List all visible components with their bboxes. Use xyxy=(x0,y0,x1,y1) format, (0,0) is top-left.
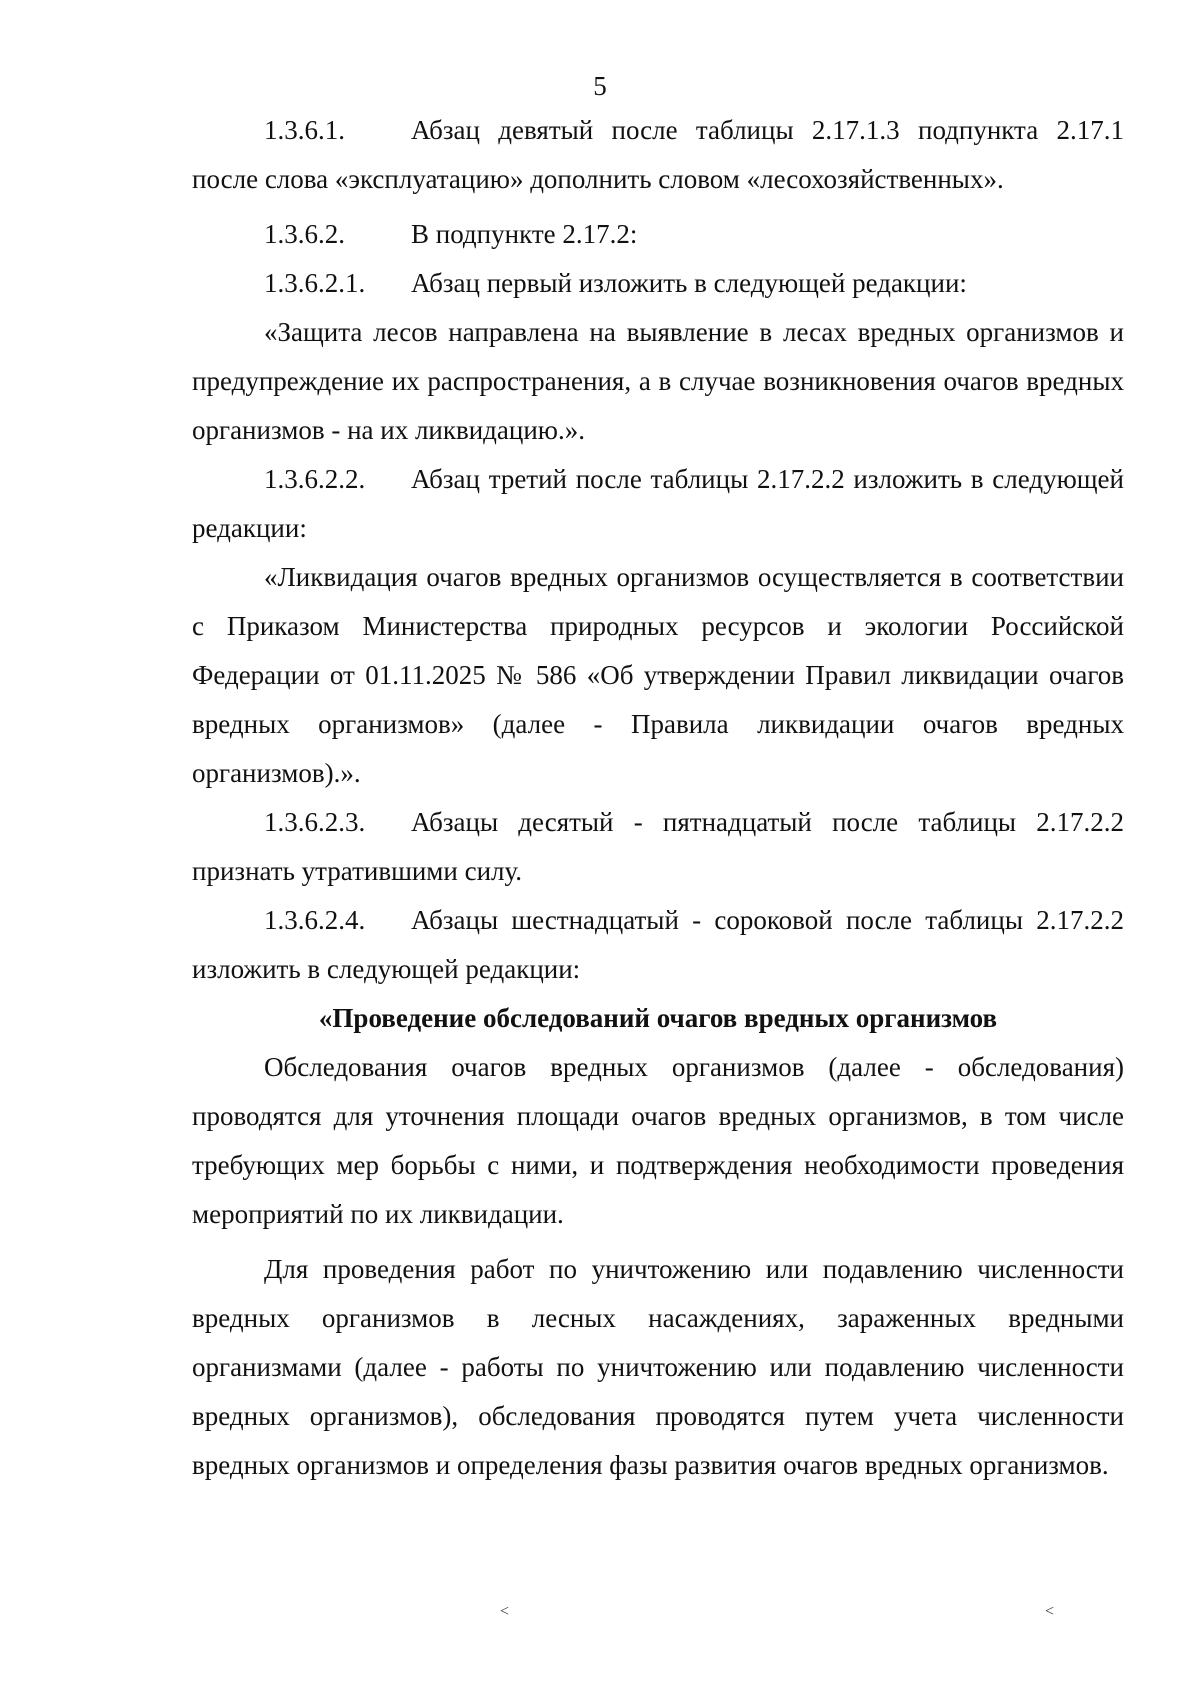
item-text: Абзацы шестнадцатый - сороковой после таблицы 2.17.2.2 изложить в следующей редакции: xyxy=(192,905,1124,984)
document-body xyxy=(192,106,1124,1490)
item-number: 1.3.6.2.1. xyxy=(264,268,366,298)
item-text: Абзац третий после таблицы 2.17.2.2 изложить в следующей редакции: xyxy=(192,464,1124,543)
item-number: 1.3.6.2.2. xyxy=(264,464,366,494)
scan-mark-left: ˂ xyxy=(500,1603,510,1620)
item-1-3-6-2-3 xyxy=(192,798,1124,896)
body-paragraph-1: Обследования очагов вредных организмов (далее - обследования) проводятся для уточнения площади очагов вредных организмов, в том числе требующих мер борьбы с ними, и подтверждения необходимости проведения мероприятий по их ликвидации. xyxy=(192,1052,1124,1229)
item-text: Абзацы десятый - пятнадцатый после таблицы 2.17.2.2 признать утратившими силу. xyxy=(192,807,1124,886)
item-1-3-6-2-1 xyxy=(192,259,1124,308)
item-number: 1.3.6.2.3. xyxy=(264,807,366,837)
item-number: 1.3.6.2.4. xyxy=(264,905,366,935)
item-number: 1.3.6.2. xyxy=(264,219,345,249)
item-1-3-6-1 xyxy=(192,106,1124,204)
item-text: В подпункте 2.17.2: xyxy=(411,219,638,249)
item-1-3-6-2-2 xyxy=(192,455,1124,553)
item-1-3-6-2-4 xyxy=(192,896,1124,994)
item-number: 1.3.6.1. xyxy=(264,115,345,145)
scan-mark-right: ˂ xyxy=(1045,1603,1055,1620)
item-text: Абзац первый изложить в следующей редакции: xyxy=(411,268,967,298)
item-text: Абзац девятый после таблицы 2.17.1.3 подпункта 2.17.1 после слова «эксплуатацию» дополнить словом «лесохозяйственных». xyxy=(192,115,1124,194)
section-heading: «Проведение обследований очагов вредных организмов xyxy=(318,1003,998,1033)
quote-paragraph-1: «Защита лесов направлена на выявление в лесах вредных организмов и предупреждение их распространения, а в случае возникновения очагов вредных организмов - на их ликвидацию.». xyxy=(192,317,1124,445)
quote-paragraph-2: «Ликвидация очагов вредных организмов осуществляется в соответствии с Приказом Министерства природных ресурсов и экологии Российской Федерации от 01.11.2025 № 586 «Об утверждении Правил ликвидации очагов вредных организмов» (далее - Правила ликвидации очагов вредных организмов).». xyxy=(192,562,1124,788)
page-number: 5 xyxy=(593,71,607,101)
item-1-3-6-2 xyxy=(192,210,1124,259)
body-paragraph-2: Для проведения работ по уничтожению или подавлению численности вредных организмов в лесных насаждениях, зараженных вредными организмами (далее - работы по уничтожению или подавлению численности вредных организмов), обследования проводятся путем учета численности вредных организмов и определения фазы развития очагов вредных организмов. xyxy=(192,1254,1124,1480)
